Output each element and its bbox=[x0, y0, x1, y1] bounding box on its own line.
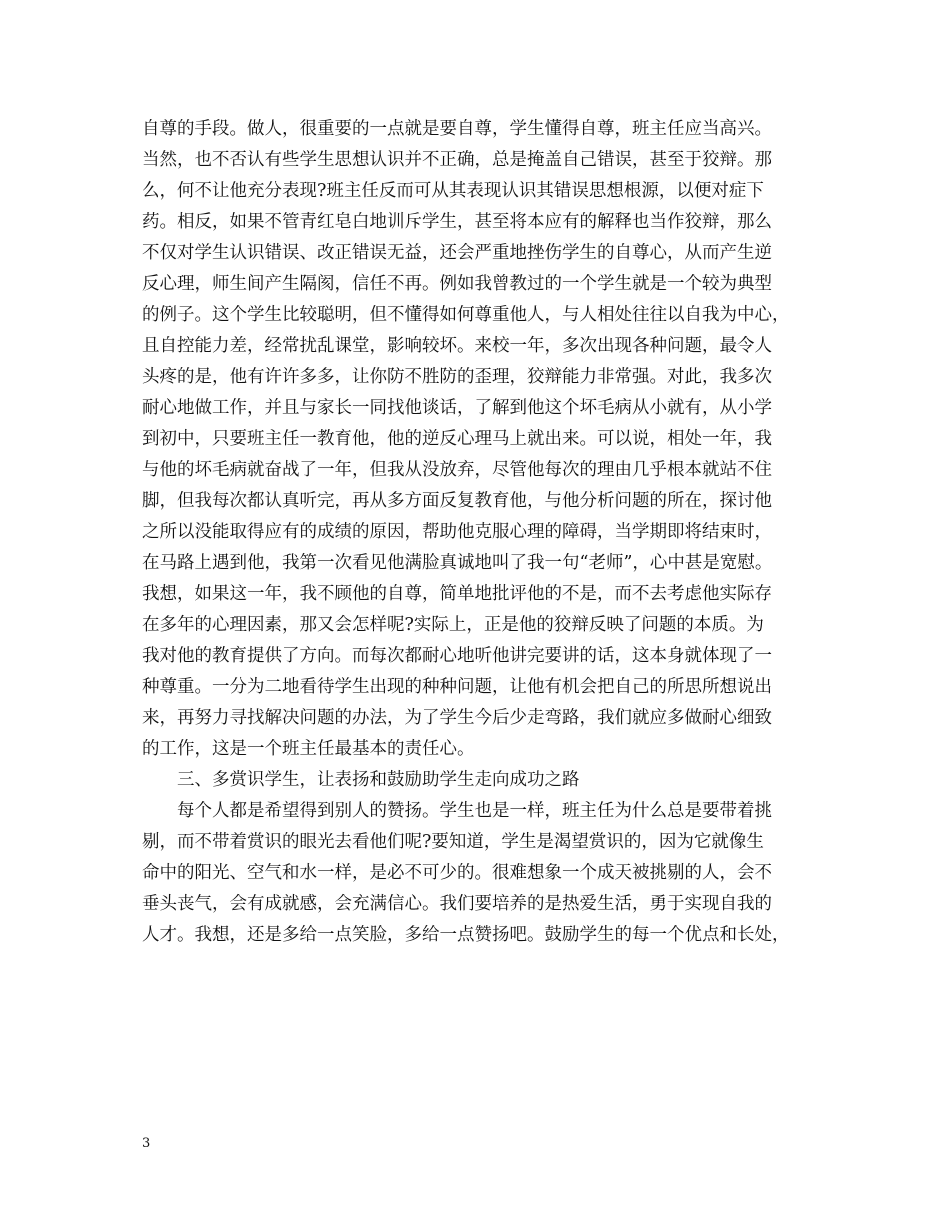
text-line: 反心理，师生间产生隔阂，信任不再。例如我曾教过的一个学生就是一个较为典型 bbox=[142, 274, 772, 294]
text-line: 种尊重。一分为二地看待学生出现的种种问题，让他有机会把自己的所思所想说出 bbox=[142, 677, 772, 697]
text-line: 在多年的心理因素，那又会怎样呢?实际上，正是他的狡辩反映了问题的本质。为 bbox=[142, 615, 764, 635]
text-line: 的工作，这是一个班主任最基本的责任心。 bbox=[142, 739, 475, 759]
text-line: 么，何不让他充分表现?班主任反而可从其表现认识其错误思想根源，以便对症下 bbox=[142, 181, 764, 201]
text-line: 我对他的教育提供了方向。而每次都耐心地听他讲完要讲的话，这本身就体现了一 bbox=[142, 646, 772, 666]
text-line: 到初中，只要班主任一教育他，他的逆反心理马上就出来。可以说，相处一年，我 bbox=[142, 429, 772, 449]
text-line: 与他的坏毛病就奋战了一年，但我从没放弃，尽管他每次的理由几乎根本就站不住 bbox=[142, 460, 772, 480]
text-line: 三、多赏识学生，让表扬和鼓励助学生走向成功之路 bbox=[177, 770, 580, 790]
text-line: 每个人都是希望得到别人的赞扬。学生也是一样，班主任为什么总是要带着挑 bbox=[177, 801, 772, 821]
text-line: 垂头丧气，会有成就感，会充满信心。我们要培养的是热爱生活，勇于实现自我的 bbox=[142, 894, 772, 914]
text-line: 不仅对学生认识错误、改正错误无益，还会严重地挫伤学生的自尊心，从而产生逆 bbox=[142, 243, 772, 263]
text-line: 头疼的是，他有许许多多，让你防不胜防的歪理，狡辩能力非常强。对此，我多次 bbox=[142, 367, 772, 387]
text-line: 且自控能力差，经常扰乱课堂，影响较坏。来校一年，多次出现各种问题，最令人 bbox=[142, 336, 772, 356]
text-line: 耐心地做工作，并且与家长一同找他谈话，了解到他这个坏毛病从小就有，从小学 bbox=[142, 398, 772, 418]
text-line: 之所以没能取得应有的成绩的原因，帮助他克服心理的障碍，当学期即将结束时， bbox=[142, 522, 772, 542]
text-line: 脚，但我每次都认真听完，再从多方面反复教育他，与他分析问题的所在，探讨他 bbox=[142, 491, 772, 511]
text-line: 当然，也不否认有些学生思想认识并不正确，总是掩盖自己错误，甚至于狡辩。那 bbox=[142, 150, 772, 170]
text-line: 命中的阳光、空气和水一样，是必不可少的。很难想象一个成天被挑剔的人，会不 bbox=[142, 863, 772, 883]
text-line: 自尊的手段。做人，很重要的一点就是要自尊，学生懂得自尊，班主任应当高兴。 bbox=[142, 119, 772, 139]
body-text bbox=[142, 114, 842, 951]
text-line: 的例子。这个学生比较聪明，但不懂得如何尊重他人，与人相处往往以自我为中心， bbox=[142, 305, 790, 325]
text-line: 药。相反，如果不管青红皂白地训斥学生，甚至将本应有的解释也当作狡辩，那么 bbox=[142, 212, 772, 232]
text-line: 剔，而不带着赏识的眼光去看他们呢?要知道，学生是渴望赏识的，因为它就像生 bbox=[142, 832, 764, 852]
text-line: 在马路上遇到他，我第一次看见他满脸真诚地叫了我一句“老师”，心中甚是宽慰。 bbox=[142, 553, 773, 573]
text-line: 人才。我想，还是多给一点笑脸，多给一点赞扬吧。鼓励学生的每一个优点和长处， bbox=[142, 925, 790, 945]
text-line: 来，再努力寻找解决问题的办法，为了学生今后少走弯路，我们就应多做耐心细致 bbox=[142, 708, 772, 728]
page-number: 3 bbox=[142, 1136, 151, 1151]
text-line: 我想，如果这一年，我不顾他的自尊，简单地批评他的不是，而不去考虑他实际存 bbox=[142, 584, 772, 604]
